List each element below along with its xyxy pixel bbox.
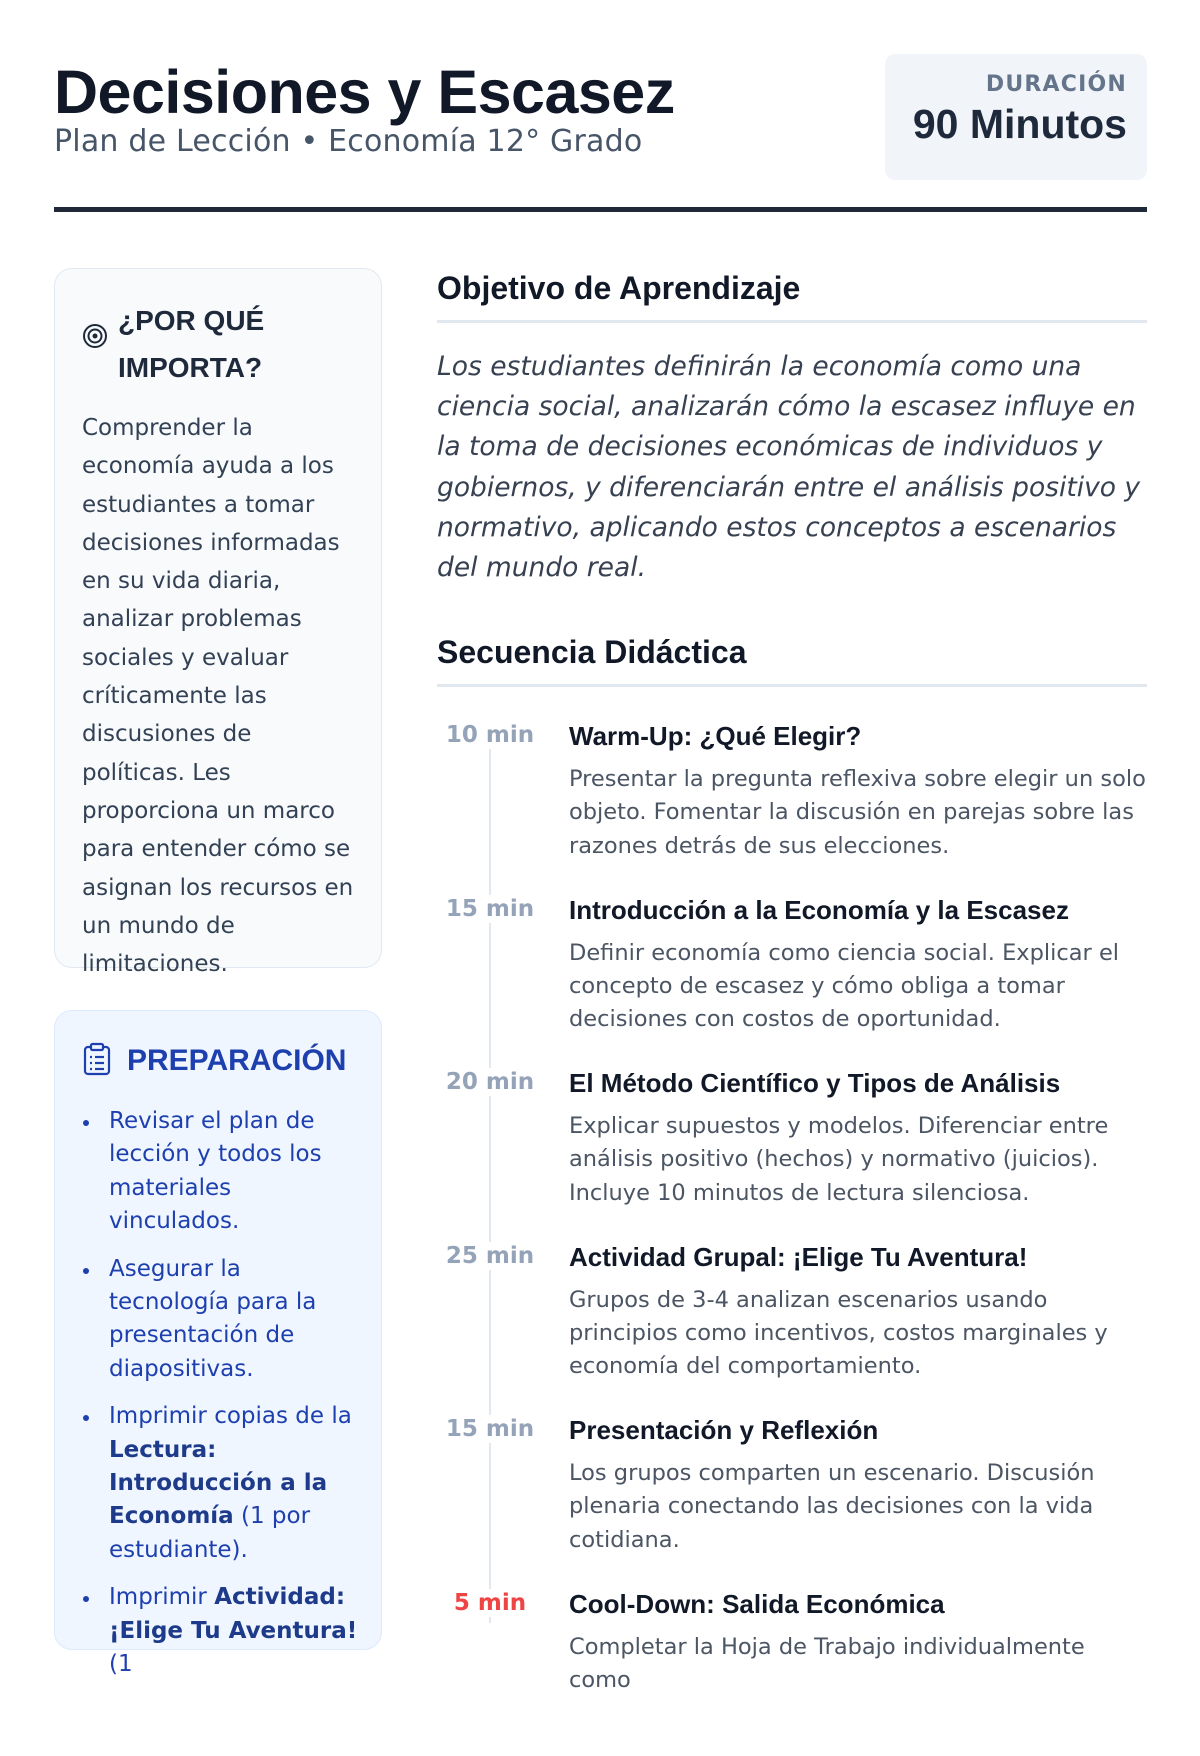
step-description: Presentar la pregunta reflexiva sobre elegir un solo objeto. Fomentar la discusión en parejas sobre las razones detrás de sus elecciones.	[569, 766, 1146, 859]
step-description: Grupos de 3-4 analizan escenarios usando principios como incentivos, costos marginales y economía del comportamiento.	[569, 1286, 1108, 1380]
step-title: Warm-Up: ¿Qué Elegir?	[569, 721, 862, 752]
target-icon	[82, 323, 108, 353]
step-title: Actividad Grupal: ¡Elige Tu Aventura!	[569, 1241, 1028, 1272]
prep-item: Imprimir copias de la Lectura: Introducción a la Economía (1 por estudiante).	[82, 1400, 361, 1567]
why-it-matters-card	[54, 268, 382, 978]
timeline-step	[437, 715, 1147, 889]
preparation-title: PREPARACIÓN	[127, 1044, 347, 1077]
step-description: Completar la Hoja de Trabajo individualmente como	[569, 1633, 1085, 1693]
duration-box	[885, 54, 1147, 180]
reading-link: Lectura: Introducción a la Economía	[109, 1436, 328, 1530]
page-title: Decisiones y Escasez	[54, 58, 675, 126]
objective-heading: Objetivo de Aprendizaje	[437, 268, 1147, 323]
why-title: ¿POR QUÉ IMPORTA?	[118, 305, 265, 383]
step-title: Presentación y Reflexión	[569, 1415, 879, 1446]
lesson-plan-page	[54, 0, 1147, 1693]
step-time: 25 min	[437, 1242, 543, 1270]
header-divider	[54, 207, 1147, 212]
step-time: 10 min	[437, 721, 543, 749]
prep-item: Asegurar la tecnología para la presentación de diapositivas.	[82, 1253, 361, 1387]
prep-item: Imprimir Actividad: ¡Elige Tu Aventura! (1	[82, 1581, 361, 1681]
step-title: Introducción a la Economía y la Escasez	[569, 894, 1069, 925]
duration-value: 90 Minutos	[912, 101, 1127, 147]
timeline-step	[437, 1062, 1147, 1236]
objective-text: Los estudiantes definirán la economía como una ciencia social, analizarán cómo la escasez influye en la toma de decisiones económicas de individuos y gobiernos, y diferenciarán entre el análisis positivo y normativo, aplicando estos conceptos a escenarios del mundo real.	[437, 351, 1141, 584]
step-title: Cool-Down: Salida Económica	[569, 1588, 945, 1619]
step-time: 15 min	[437, 1415, 543, 1443]
step-time: 15 min	[437, 895, 543, 923]
preparation-card	[54, 1010, 382, 1678]
header	[54, 50, 1147, 210]
duration-label: DURACIÓN	[985, 72, 1127, 97]
sequence-heading: Secuencia Didáctica	[437, 632, 1147, 687]
step-time: 20 min	[437, 1068, 543, 1096]
step-description: Explicar supuestos y modelos. Diferenciar entre análisis positivo (hechos) y normativo (juicios). Incluye 10 minutos de lectura silenciosa.	[569, 1113, 1109, 1206]
preparation-list	[82, 1105, 361, 1682]
step-description: Definir economía como ciencia social. Explicar el concepto de escasez y cómo obliga a tomar decisiones con costos de oportunidad.	[569, 939, 1120, 1033]
activity-link: Actividad: ¡Elige Tu Aventura!	[109, 1584, 358, 1644]
why-text: Comprender la economía ayuda a los estudiantes a tomar decisiones informadas en su vida diaria, analizar problemas sociales y evaluar críticamente las discusiones de políticas. Les proporciona un marco para entender cómo se asignan los recursos en un mundo de limitaciones.	[82, 415, 354, 978]
timeline-step	[437, 1583, 1147, 1756]
page-subtitle: Plan de Lección • Economía 12° Grado	[54, 124, 643, 159]
main-column	[437, 268, 1147, 1756]
step-title: El Método Científico y Tipos de Análisis	[569, 1068, 1061, 1099]
prep-item: Revisar el plan de lección y todos los materiales vinculados.	[82, 1105, 361, 1239]
clipboard-icon	[82, 1042, 114, 1080]
step-time: 5 min	[437, 1589, 543, 1617]
timeline-step	[437, 889, 1147, 1063]
timeline-step	[437, 1236, 1147, 1410]
step-description: Los grupos comparten un escenario. Discusión plenaria conectando las decisiones con la vida cotidiana.	[569, 1460, 1095, 1553]
timeline-step	[437, 1409, 1147, 1583]
